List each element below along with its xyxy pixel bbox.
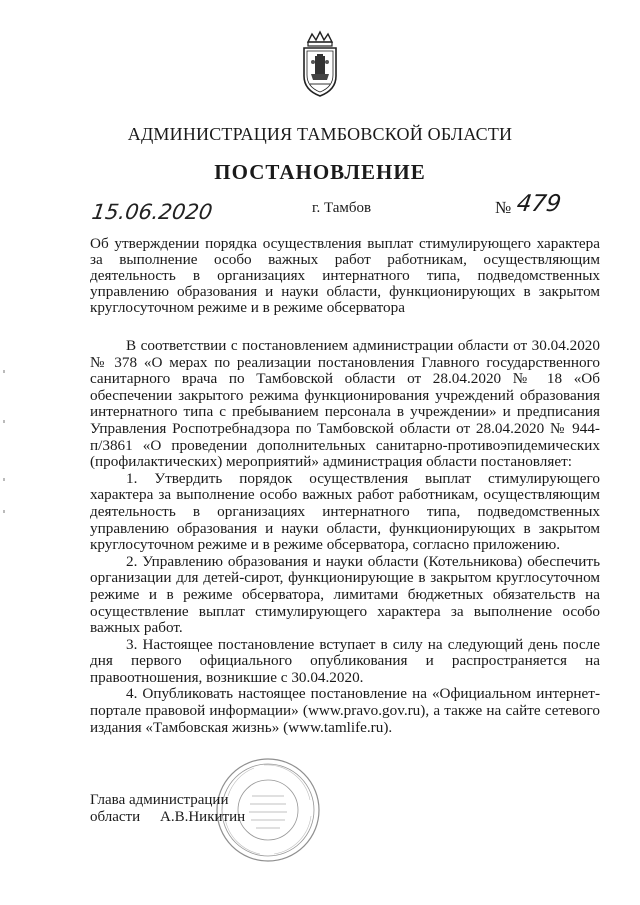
document-subject: Об утверждении порядка осуществления выплат стимулирующего характера за выполнение особо важных работ работникам, осуществляющим деятельность в организациях интернатного типа, подведомственных управлению образования и науки области, функционирующих в закрытом круглосуточном режиме и в режиме обсерватора (90, 235, 600, 316)
preamble-paragraph: В соответствии с постановлением администрации области от 30.04.2020 № 378 «О мерах по реализации постановления Главного государственного санитарного врача по Тамбовской области от 28.04.2020 № 18 «Об обеспечении закрытого режима функционирования учреждений образования интернатного типа с пребыванием персонала в учреждении» и предписания Управления Роспотребнадзора по Тамбовской области от 28.04.2020 № 944-п/3861 «О проведении дополнительных санитарно-противоэпидемических (профилактических) мероприятий» администрация области постановляет: (90, 337, 600, 471)
item-paragraph-3: 3. Настоящее постановление вступает в силу на следующий день после дня первого официального опубликования и распространяется на правоотношения, возникшие с 30.04.2020. (90, 635, 600, 686)
signatory-name: А.В.Никитин (160, 809, 246, 825)
document-type-title: ПОСТАНОВЛЕНИЕ (214, 160, 426, 184)
number-sign: № (495, 198, 512, 217)
coat-of-arms-emblem (298, 30, 342, 98)
city-label: г. Тамбов (312, 200, 372, 216)
handwritten-date: 15.06.2020 (90, 200, 214, 224)
item-paragraph-2: 2. Управлению образования и науки области (Котельникова) обеспечить организации для детей-сирот, функционирующие в закрытом круглосуточном режиме и в режиме обсерватора, лимитами бюджетных обязательств на осуществление выплат стимулирующего характера за выполнение особо важных работ. (90, 552, 600, 637)
scan-margin-marks (2, 360, 8, 560)
item-paragraph-4: 4. Опубликовать настоящее постановление на «Официальном интернет-портале правовой информации» (www.pravo.gov.ru), а также на сайте сетевого издания «Тамбовская жизнь» (www.tamlife.ru). (90, 685, 600, 736)
signatory-position-line2: области (90, 809, 141, 825)
item-paragraph-1: 1. Утвердить порядок осуществления выплат стимулирующего характера за выполнение особо важных работ работникам, осуществляющим деятельность в организациях интернатного типа, подведомственных управлению образования и науки области, функционирующих в закрытом круглосуточном режиме и в режиме обсерватора, согласно приложению. (90, 469, 600, 554)
organization-title: АДМИНИСТРАЦИЯ ТАМБОВСКОЙ ОБЛАСТИ (127, 124, 513, 144)
handwritten-document-number: 479 (515, 191, 563, 217)
signatory-position-line1: Глава администрации (90, 792, 229, 808)
document-body (90, 338, 600, 736)
